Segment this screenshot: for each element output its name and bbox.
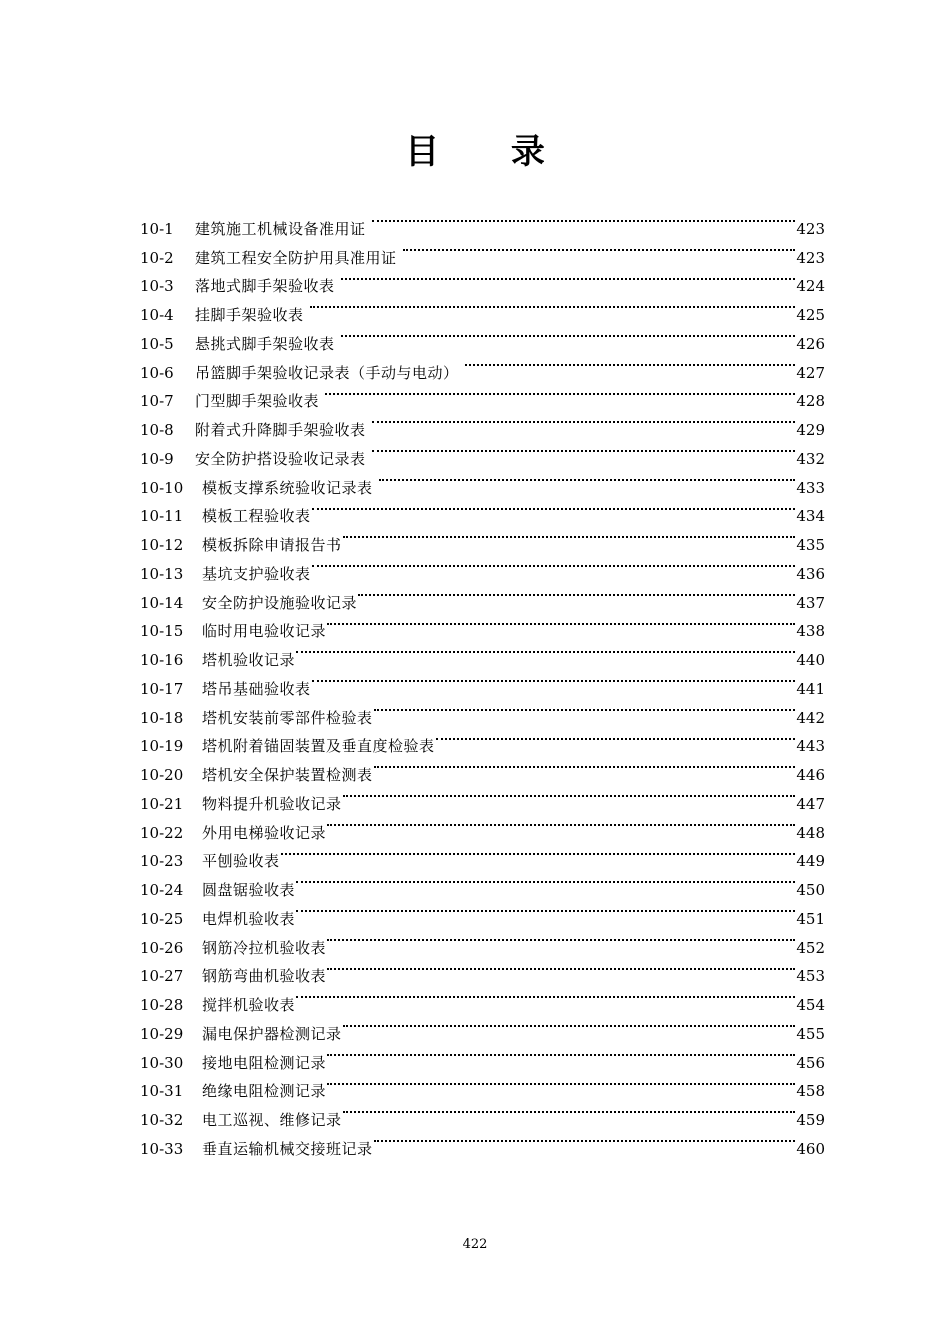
toc-entry-page: 441: [796, 679, 825, 698]
toc-entry-number: 10-31: [140, 1082, 184, 1101]
toc-entry-number: 10-29: [140, 1024, 184, 1043]
toc-entry-leader-dots: [312, 665, 796, 694]
toc-entry-page: 438: [796, 622, 825, 641]
toc-entry-page: 449: [796, 852, 825, 871]
toc-entry-leader-dots: [325, 378, 795, 407]
toc-entry-number: 10-20: [140, 766, 184, 784]
toc-entry-number: 10-19: [140, 737, 184, 756]
toc-entry-page: 451: [796, 909, 825, 928]
toc-entry-page: 435: [796, 536, 825, 554]
toc-entry-page: 425: [796, 306, 825, 324]
toc-entry-leader-dots: [327, 1039, 795, 1068]
toc-entry-number: 10-12: [140, 536, 184, 554]
toc-entry[interactable]: [140, 205, 825, 238]
toc-entry-title: 钢筋冷拉机验收表: [202, 938, 327, 957]
toc-entry-number: 10-1: [140, 219, 174, 238]
toc-entry-leader-dots: [379, 464, 796, 493]
toc-entry-title: 垂直运输机械交接班记录: [202, 1139, 373, 1158]
table-of-contents: [140, 205, 825, 1158]
toc-entry-title: 门型脚手架验收表: [195, 392, 320, 411]
toc-entry-title: 搅拌机验收表: [202, 996, 296, 1014]
toc-entry-title: 模板支撑系统验收记录表: [202, 478, 373, 497]
toc-entry-title: 塔机附着锚固装置及垂直度检验表: [202, 737, 435, 756]
toc-entry-leader-dots: [343, 780, 796, 809]
toc-entry-leader-dots: [327, 953, 795, 982]
toc-entry-leader-dots: [341, 320, 796, 349]
toc-entry-title: 悬挑式脚手架验收表: [195, 334, 335, 353]
toc-entry-number: 10-4: [140, 306, 174, 324]
toc-entry-title: 塔机安全保护装置检测表: [202, 766, 373, 784]
toc-entry-number: 10-21: [140, 794, 184, 813]
toc-entry-number: 10-33: [140, 1139, 184, 1158]
toc-entry-title: 吊篮脚手架验收记录表（手动与电动）: [195, 363, 459, 382]
toc-entry-page: 423: [796, 219, 825, 238]
toc-entry-title: 建筑工程安全防护用具准用证: [195, 248, 397, 267]
toc-entry-leader-dots: [343, 1010, 796, 1039]
toc-entry-title: 平刨验收表: [202, 852, 280, 871]
toc-entry-page: 447: [796, 794, 825, 813]
page-title: 目 录: [405, 132, 575, 172]
toc-entry-page: 460: [796, 1139, 825, 1158]
toc-entry-page: 450: [796, 881, 825, 899]
toc-entry-page: 432: [796, 449, 825, 468]
toc-entry-leader-dots: [341, 263, 796, 292]
toc-entry-leader-dots: [374, 694, 796, 723]
toc-entry-page: 440: [796, 651, 825, 669]
toc-entry-number: 10-3: [140, 277, 174, 296]
toc-entry-number: 10-17: [140, 679, 184, 698]
toc-entry-leader-dots: [436, 723, 796, 752]
toc-entry-leader-dots: [310, 291, 796, 320]
toc-entry-page: 448: [796, 823, 825, 842]
toc-entry-page: 423: [796, 248, 825, 267]
toc-entry-number: 10-5: [140, 334, 174, 353]
toc-entry-page: 426: [796, 334, 825, 353]
toc-entry-title: 落地式脚手架验收表: [195, 277, 335, 296]
toc-entry-leader-dots: [327, 608, 795, 637]
toc-entry-page: 452: [796, 938, 825, 957]
toc-entry-page: 453: [796, 967, 825, 986]
toc-entry-title: 基坑支护验收表: [202, 564, 311, 583]
toc-entry-page: 454: [796, 996, 825, 1014]
toc-entry-leader-dots: [372, 205, 796, 234]
toc-entry-leader-dots: [343, 521, 796, 550]
toc-entry-number: 10-24: [140, 881, 184, 899]
toc-entry-leader-dots: [374, 1125, 796, 1154]
toc-entry-page: 436: [796, 564, 825, 583]
toc-entry-title: 安全防护设施验收记录: [202, 593, 358, 612]
toc-entry-leader-dots: [296, 636, 795, 665]
toc-entry-page: 458: [796, 1082, 825, 1101]
toc-entry-title: 物料提升机验收记录: [202, 794, 342, 813]
toc-entry-leader-dots: [372, 435, 796, 464]
toc-entry-number: 10-15: [140, 622, 184, 641]
toc-entry-page: 428: [796, 392, 825, 411]
toc-entry-page: 446: [796, 766, 825, 784]
toc-entry-title: 安全防护搭设验收记录表: [195, 449, 366, 468]
toc-entry-leader-dots: [312, 493, 796, 522]
toc-entry-title: 漏电保护器检测记录: [202, 1024, 342, 1043]
toc-entry-number: 10-9: [140, 449, 174, 468]
toc-entry-leader-dots: [296, 981, 795, 1010]
toc-entry-leader-dots: [358, 579, 795, 608]
toc-entry-number: 10-11: [140, 507, 184, 526]
toc-entry-number: 10-23: [140, 852, 184, 871]
toc-entry-number: 10-25: [140, 909, 184, 928]
toc-entry-page: 433: [796, 478, 825, 497]
page-number: 422: [462, 1237, 488, 1252]
toc-entry-title: 挂脚手架验收表: [195, 306, 304, 324]
toc-entry-page: 442: [796, 708, 825, 727]
toc-entry-leader-dots: [403, 234, 796, 263]
toc-entry-leader-dots: [327, 924, 795, 953]
toc-entry-leader-dots: [296, 866, 795, 895]
toc-entry-number: 10-10: [140, 478, 184, 497]
toc-entry-title: 外用电梯验收记录: [202, 823, 327, 842]
toc-entry-number: 10-16: [140, 651, 184, 669]
toc-entry-leader-dots: [312, 550, 796, 579]
toc-entry-number: 10-27: [140, 967, 184, 986]
toc-entry-leader-dots: [327, 809, 795, 838]
toc-entry-number: 10-13: [140, 564, 184, 583]
toc-entry-page: 455: [796, 1024, 825, 1043]
toc-entry-title: 接地电阻检测记录: [202, 1053, 327, 1072]
toc-entry-page: 427: [796, 363, 825, 382]
toc-entry-title: 圆盘锯验收表: [202, 881, 296, 899]
toc-entry-page: 437: [796, 593, 825, 612]
toc-entry-page: 456: [796, 1053, 825, 1072]
toc-entry-title: 绝缘电阻检测记录: [202, 1082, 327, 1101]
toc-entry-number: 10-28: [140, 996, 184, 1014]
toc-entry-number: 10-8: [140, 421, 174, 439]
toc-entry-leader-dots: [281, 838, 796, 867]
toc-entry-number: 10-22: [140, 823, 184, 842]
toc-entry-title: 临时用电验收记录: [202, 622, 327, 641]
toc-entry-title: 塔机安装前零部件检验表: [202, 708, 373, 727]
toc-entry-title: 电工巡视、维修记录: [202, 1111, 342, 1129]
toc-entry-leader-dots: [296, 895, 795, 924]
toc-entry-page: 459: [796, 1111, 825, 1129]
toc-entry-title: 塔机验收记录: [202, 651, 296, 669]
toc-entry-number: 10-26: [140, 938, 184, 957]
toc-entry-page: 424: [796, 277, 825, 296]
toc-entry-leader-dots: [374, 751, 796, 780]
toc-entry-leader-dots: [327, 1068, 795, 1097]
toc-entry-title: 模板工程验收表: [202, 507, 311, 526]
toc-entry-number: 10-32: [140, 1111, 184, 1129]
toc-entry-number: 10-2: [140, 248, 174, 267]
toc-entry-number: 10-18: [140, 708, 184, 727]
toc-entry-number: 10-30: [140, 1053, 184, 1072]
toc-entry-page: 443: [796, 737, 825, 756]
toc-entry-title: 附着式升降脚手架验收表: [195, 421, 366, 439]
toc-entry-title: 模板拆除申请报告书: [202, 536, 342, 554]
toc-entry-leader-dots: [465, 349, 796, 378]
toc-entry-leader-dots: [343, 1096, 796, 1125]
toc-entry-number: 10-6: [140, 363, 174, 382]
toc-entry-leader-dots: [372, 406, 796, 435]
toc-entry-page: 429: [796, 421, 825, 439]
toc-entry-page: 434: [796, 507, 825, 526]
toc-entry-number: 10-7: [140, 392, 174, 411]
toc-entry-title: 电焊机验收表: [202, 909, 296, 928]
toc-entry-title: 塔吊基础验收表: [202, 679, 311, 698]
toc-entry-title: 建筑施工机械设备准用证: [195, 219, 366, 238]
toc-entry-title: 钢筋弯曲机验收表: [202, 967, 327, 986]
toc-entry-number: 10-14: [140, 593, 184, 612]
